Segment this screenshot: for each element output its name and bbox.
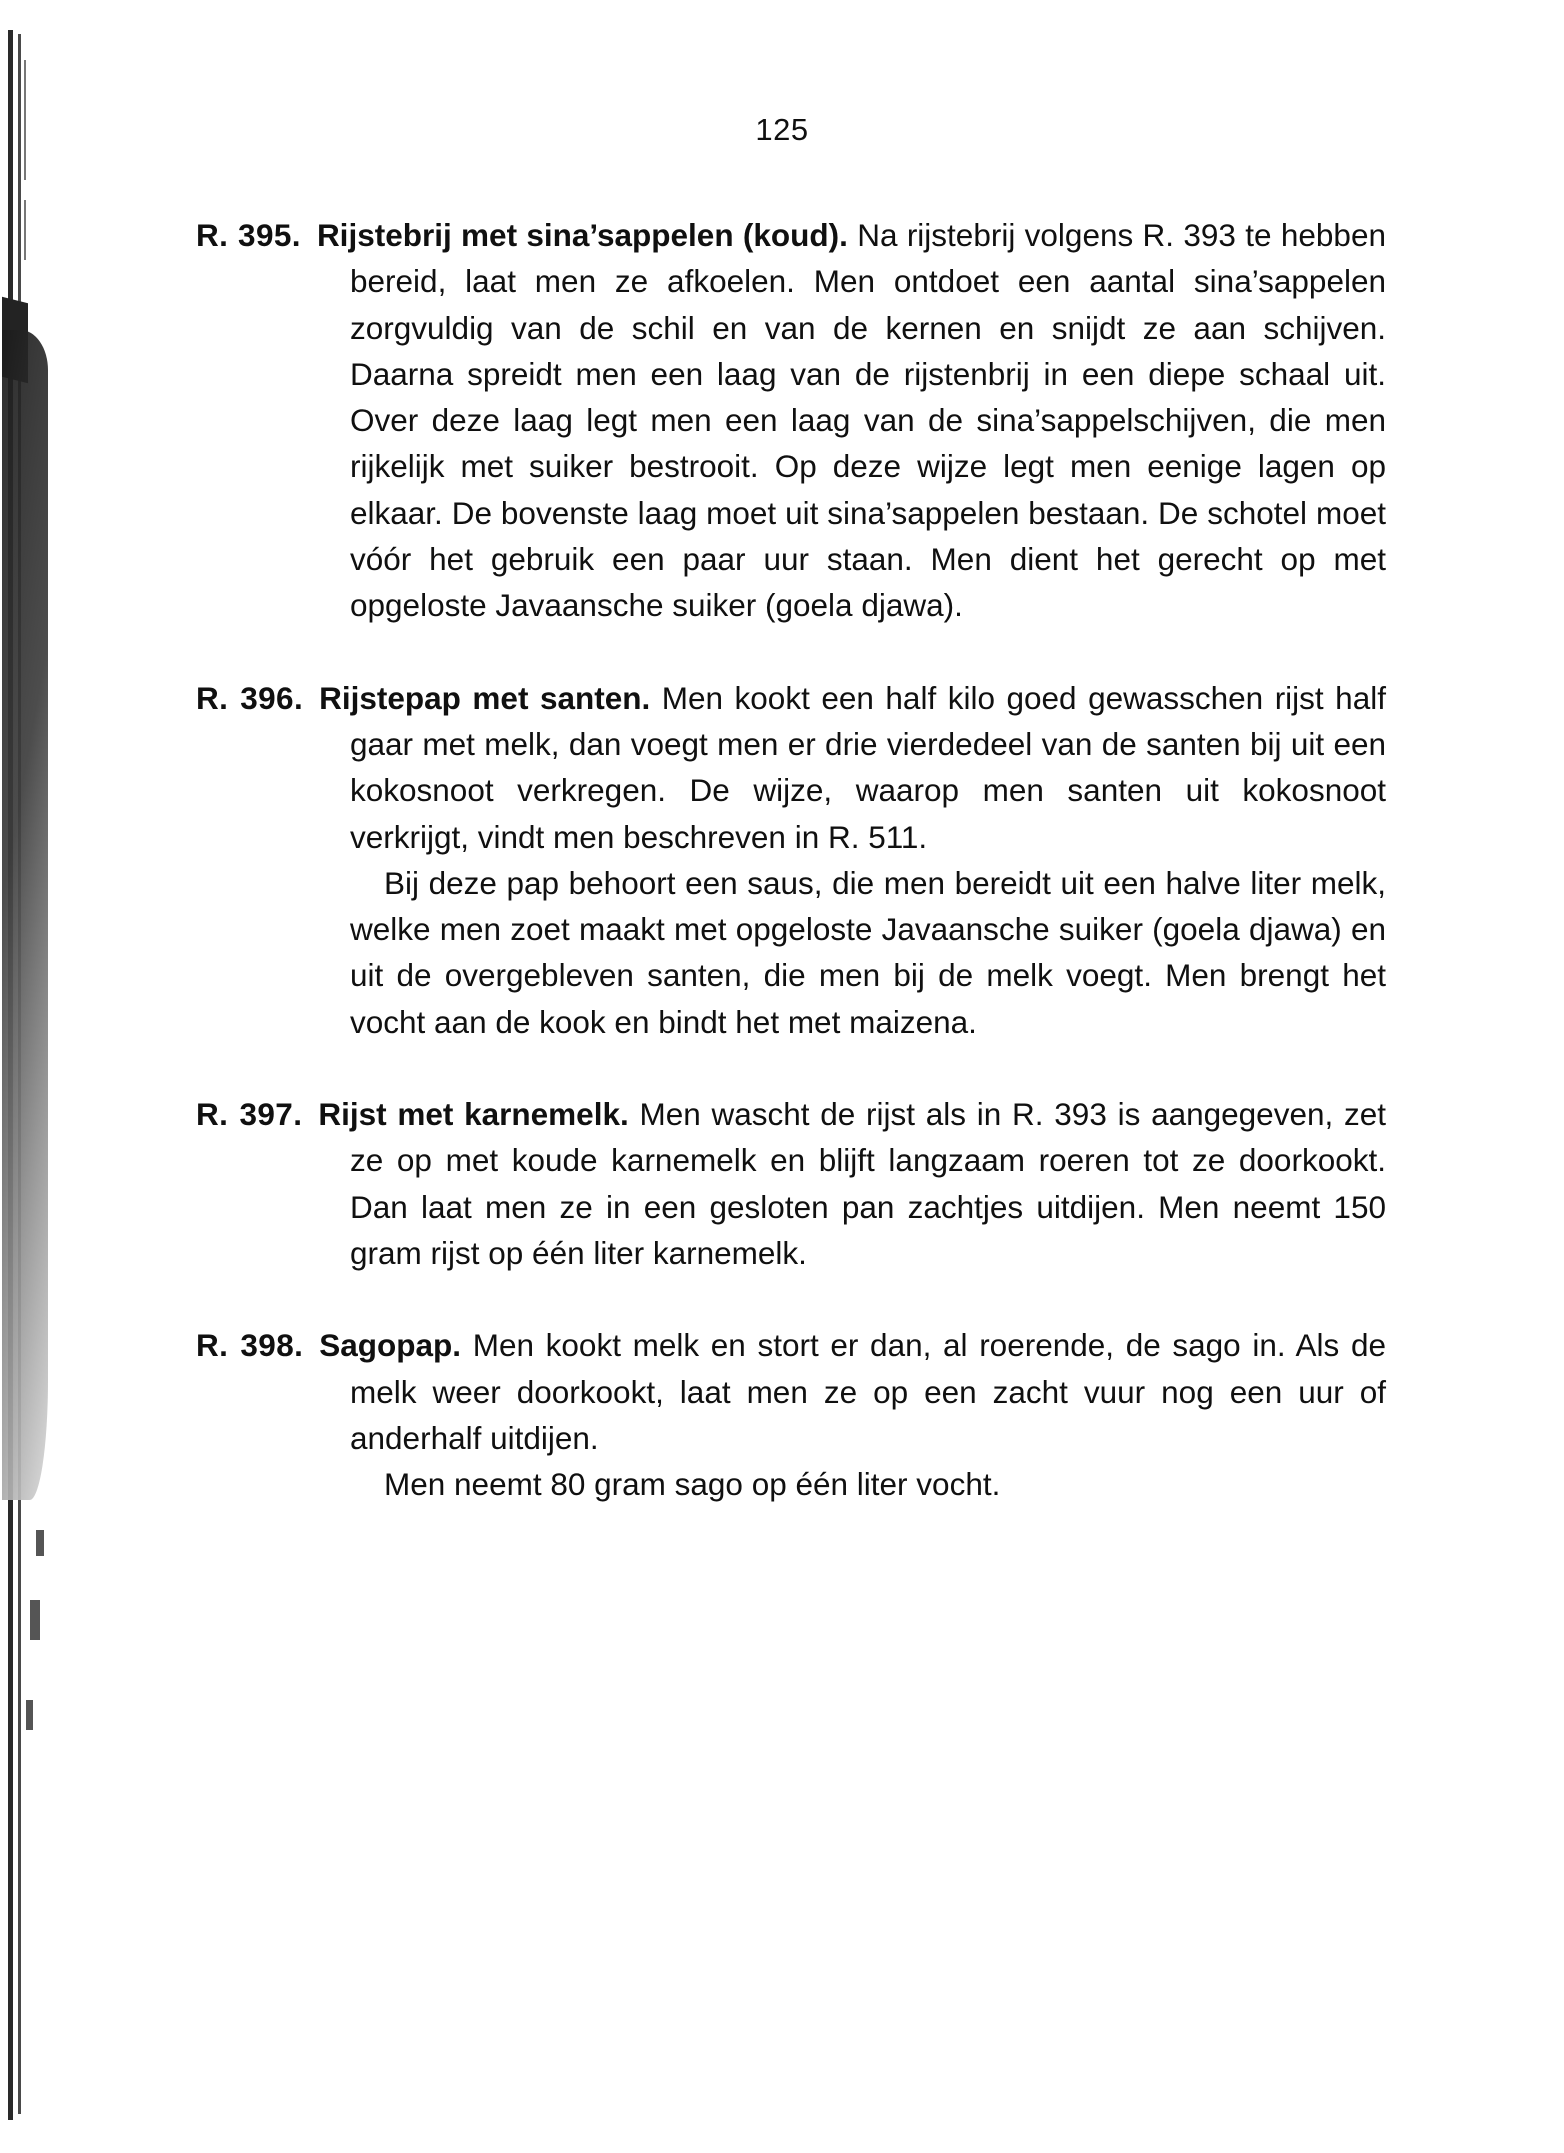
recipe-paragraph-text: Na rijstebrij volgens R. 393 te hebben bereid, laat men ze afkoelen. Men ontdoet een aantal sina’sappelen zorgvuldig van de schil en van de kernen en snijdt ze aan schijven. Daarna spreidt men een laag van de rijstenbrij in een diepe schaal uit. Over deze laag legt men een laag van de sina’sappelschijven, die men rijkelijk met suiker bestrooit. Op deze wijze legt men eenige lagen op elkaar. De bovenste laag moet uit sina’sappelen bestaan. De schotel moet vóór het gebruik een paar uur staan. Men dient het gerecht op met opgeloste Javaansche suiker (goela djawa). <box>350 217 1386 624</box>
recipe-title: Rijstebrij met sina’sappelen (koud). <box>316 217 848 253</box>
page-number: 125 <box>755 112 809 147</box>
recipe-paragraph-text: Men kookt een half kilo goed gewasschen rijst half gaar met melk, dan voegt men er drie vierdedeel van de santen bij uit een kokosnoot verkregen. De wijze, waarop men santen uit kokosnoot verkrijgt, vindt men beschreven in R. 511. <box>350 679 1386 855</box>
recipe-number: R. 397. <box>196 1096 303 1133</box>
recipe-entry <box>196 675 1386 1045</box>
recipe-entry-first-paragraph <box>196 1322 1386 1461</box>
recipe-paragraph: Men neemt 80 gram sago op één liter vocht. <box>384 1466 1001 1503</box>
recipe-entry <box>196 1091 1386 1276</box>
recipe-number: R. 395. <box>196 217 301 253</box>
recipe-entry-first-paragraph <box>196 212 1386 629</box>
recipe-paragraph-text: Men wascht de rijst als in R. 393 is aangegeven, zet ze op met koude karnemelk en blijft langzaam roeren tot ze doorkookt. Dan laat men ze in een gesloten pan zachtjes uitdijen. Men neemt 150 gram rijst op één liter karnemelk. <box>350 1096 1386 1271</box>
page-body <box>196 212 1386 1507</box>
recipe-paragraph-text: Men kookt melk en stort er dan, al roerende, de sago in. Als de melk weer doorkookt, laat men ze op een zacht vuur nog een uur of anderhalf uitdijen. <box>350 1327 1386 1456</box>
recipe-number: R. 398. <box>196 1327 304 1364</box>
recipe-entry <box>196 1322 1386 1507</box>
recipe-title: Rijstepap met santen. <box>319 679 651 716</box>
recipe-paragraph: Bij deze pap behoort een saus, die men bereidt uit een halve liter melk, welke men zoet maakt met opgeloste Javaansche suiker (goela djawa) en uit de overgebleven santen, die men bij de melk voegt. Men brengt het vocht aan de kook en bindt het met maizena. <box>350 864 1386 1040</box>
recipe-entry-first-paragraph <box>196 1091 1386 1276</box>
recipe-number: R. 396. <box>196 679 304 716</box>
recipe-entry-first-paragraph <box>196 675 1386 860</box>
recipe-title: Sagopap. <box>319 1327 462 1364</box>
recipe-title: Rijst met karnemelk. <box>318 1096 629 1133</box>
recipe-entry <box>196 212 1386 629</box>
